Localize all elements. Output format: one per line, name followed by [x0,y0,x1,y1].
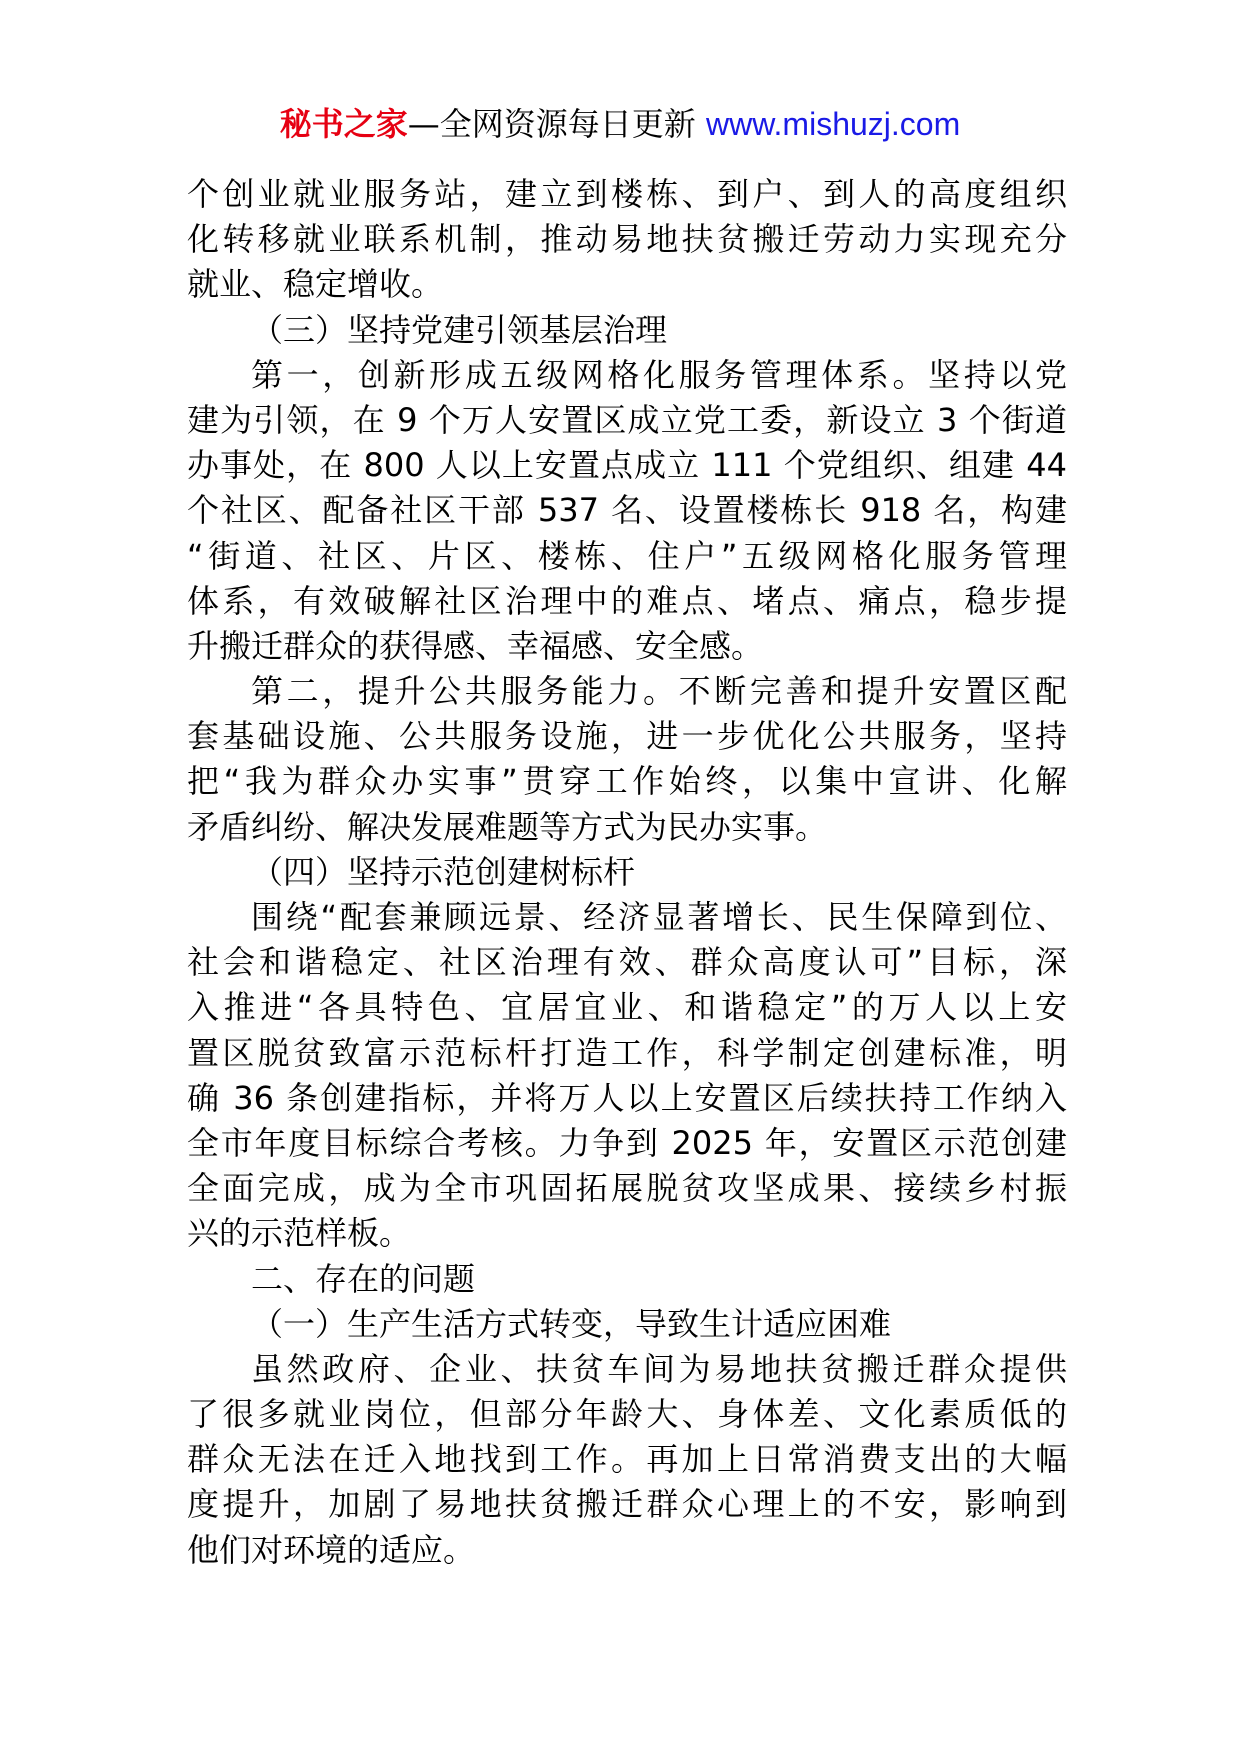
text-line: 了很多就业岗位，但部分年龄大、身体差、文化素质低的 [187,1395,1067,1434]
text-line: 确 36 条创建指标，并将万人以上安置区后续扶持工作纳入 [187,1078,1067,1117]
text-line: 全市年度目标综合考核。力争到 2025 年，安置区示范创建 [187,1123,1067,1162]
header-url-link[interactable]: www.mishuzj.com [705,106,961,142]
text-line: 度提升，加剧了易地扶贫搬迁群众心理上的不安，影响到 [187,1485,1067,1524]
text-line: 把“我为群众办实事”贯穿工作始终，以集中宣讲、化解 [187,762,1067,801]
text-line: 套基础设施、公共服务设施，进一步优化公共服务，坚持 [187,717,1067,756]
text-line: 虽然政府、企业、扶贫车间为易地扶贫搬迁群众提供 [251,1349,1067,1388]
section-heading: （四）坚持示范创建树标杆 [251,852,636,891]
text-line: 入推进“各具特色、宜居宜业、和谐稳定”的万人以上安 [187,988,1067,1027]
text-line: 第二，提升公共服务能力。不断完善和提升安置区配 [251,672,1067,711]
section-heading: 二、存在的问题 [251,1259,476,1298]
text-line: 全面完成，成为全市巩固拓展脱贫攻坚成果、接续乡村振 [187,1169,1067,1208]
section-heading: （一）生产生活方式转变，导致生计适应困难 [251,1304,892,1343]
text-line: 兴的示范样板。 [187,1214,412,1253]
text-line: 他们对环境的适应。 [187,1530,476,1569]
header-tagline: —全网资源每日更新 [407,105,706,143]
text-line: 升搬迁群众的获得感、幸福感、安全感。 [187,626,764,665]
text-line: 第一，创新形成五级网格化服务管理体系。坚持以党 [251,355,1067,394]
text-line: 个创业就业服务站，建立到楼栋、到户、到人的高度组织 [187,175,1067,213]
text-line: 社会和谐稳定、社区治理有效、群众高度认可”目标，深 [187,943,1067,982]
text-line: 化转移就业联系机制，推动易地扶贫搬迁劳动力实现充分 [187,220,1067,259]
text-line: 体系，有效破解社区治理中的难点、堵点、痛点，稳步提 [187,581,1067,620]
text-line: 个社区、配备社区干部 537 名、设置楼栋长 918 名，构建 [187,491,1067,530]
text-line: 就业、稳定增收。 [187,265,444,304]
text-line: 矛盾纠纷、解决发展难题等方式为民办实事。 [187,807,828,846]
text-line: 建为引领，在 9 个万人安置区成立党工委，新设立 3 个街道 [187,400,1067,439]
brand-name: 秘书之家 [279,105,408,143]
text-line: 围绕“配套兼顾远景、经济显著增长、民生保障到位、 [251,898,1067,936]
page-header [0,102,1240,146]
text-line: 群众无法在迁入地找到工作。再加上日常消费支出的大幅 [187,1440,1067,1479]
text-line: 置区脱贫致富示范标杆打造工作，科学制定创建标准，明 [187,1033,1067,1072]
document-body [187,172,1067,1573]
text-line: 办事处，在 800 人以上安置点成立 111 个党组织、组建 44 [187,446,1067,485]
section-heading: （三）坚持党建引领基层治理 [251,310,668,349]
text-line: “街道、社区、片区、楼栋、住户”五级网格化服务管理 [187,536,1067,575]
